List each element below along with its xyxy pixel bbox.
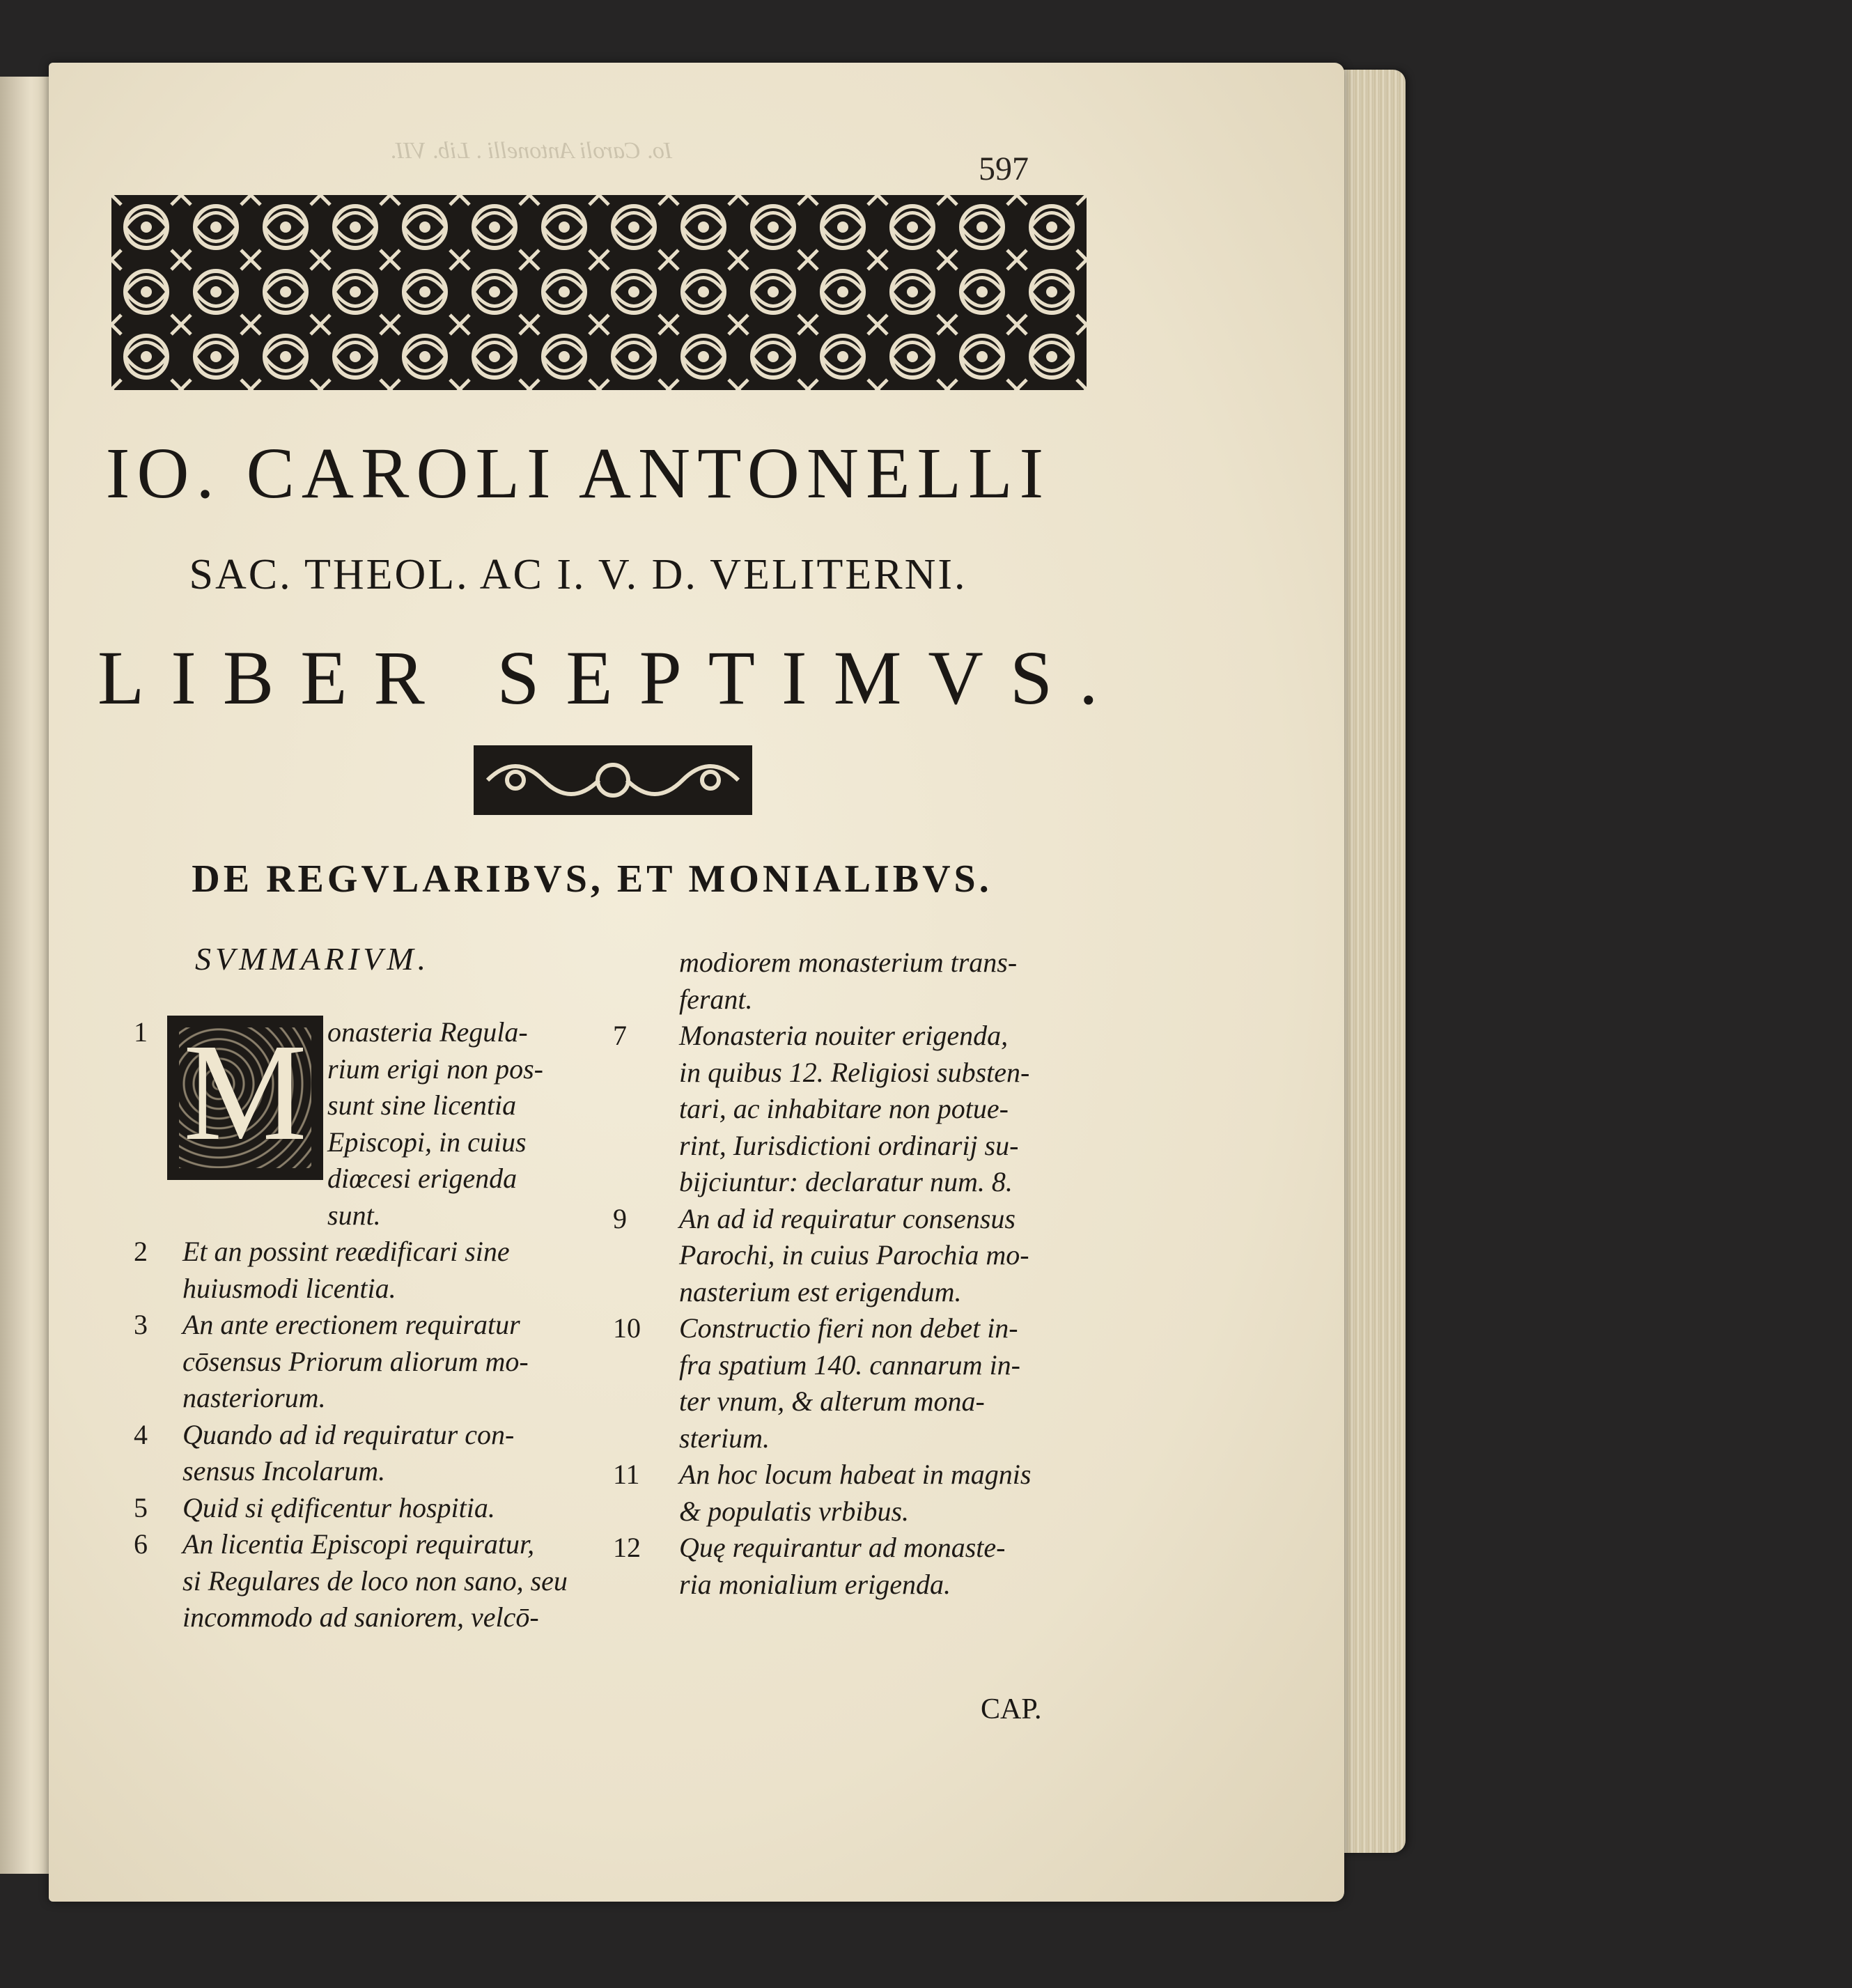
- summary-line: sterium.: [679, 1422, 770, 1454]
- summary-item-number: 6: [134, 1528, 148, 1560]
- summary-item-number: 10: [613, 1312, 641, 1344]
- summary-line: tari, ac inhabitare non potue-: [679, 1093, 1009, 1124]
- summary-item-number: 4: [134, 1418, 148, 1450]
- summary-line: Episcopi, in cuius: [327, 1126, 527, 1158]
- summary-line: Constructio fieri non debet in-: [679, 1312, 1018, 1344]
- summary-line: si Regulares de loco non sano, seu: [182, 1564, 568, 1597]
- summary-line: sensus Incolarum.: [182, 1455, 386, 1486]
- summary-heading: SVMMARIVM.: [195, 941, 430, 977]
- summary-line: sunt sine licentia: [327, 1089, 517, 1121]
- summary-line: nasterium est erigendum.: [679, 1275, 962, 1307]
- summary-line: ferant.: [679, 983, 753, 1015]
- author-name: IO. CAROLI ANTONELLI: [105, 433, 1051, 513]
- summary-line: rium erigi non pos-: [327, 1053, 543, 1085]
- summary-line: & populatis vrbibus.: [679, 1495, 910, 1527]
- catchword: CAP.: [981, 1693, 1042, 1725]
- summary-line: fra spatium 140. cannarum in-: [679, 1349, 1020, 1381]
- summary-line: cōsensus Priorum aliorum mo-: [182, 1345, 529, 1377]
- summary-line: in quibus 12. Religiosi substen-: [679, 1056, 1030, 1088]
- page-number: 597: [979, 150, 1029, 187]
- initial-letter: M: [183, 1016, 307, 1170]
- decorated-initial: [167, 1016, 323, 1180]
- summary-line: Monasteria nouiter erigenda,: [679, 1020, 1009, 1051]
- small-ornament-icon: [474, 745, 752, 815]
- summary-line: An ante erectionem requiratur: [182, 1309, 520, 1340]
- summary-item-number: 7: [613, 1020, 627, 1051]
- summary-line: Et an possint reædificari sine: [182, 1236, 510, 1267]
- headpiece-pattern-icon: [111, 195, 1087, 390]
- summary-line: bijciuntur: declaratur num. 8.: [679, 1166, 1013, 1197]
- summary-item-number: 12: [613, 1532, 641, 1563]
- summary-line: An ad id requiratur consensus: [679, 1202, 1016, 1234]
- summary-line: Parochi, in cuius Parochia mo-: [679, 1239, 1029, 1271]
- summary-line: Quę requirantur ad monaste-: [679, 1532, 1006, 1563]
- summary-item-number: 3: [134, 1309, 148, 1340]
- section-heading: DE REGVLARIBVS, ET MONIALIBVS.: [192, 857, 993, 901]
- summary-line: nasteriorum.: [182, 1382, 326, 1413]
- summary-line: rint, Iurisdictioni ordinarij su-: [679, 1129, 1019, 1161]
- summary-line: sunt.: [327, 1199, 381, 1231]
- author-credentials: SAC. THEOL. AC I. V. D. VELITERNI.: [189, 551, 967, 598]
- summary-item-number: 9: [613, 1202, 627, 1234]
- summary-item-number: 2: [134, 1236, 148, 1267]
- summary-line: modiorem monasterium trans-: [679, 947, 1018, 978]
- summary-item-number: 5: [134, 1491, 148, 1523]
- summary-line: Quando ad id requiratur con-: [182, 1418, 515, 1450]
- headpiece-ornament: [111, 195, 1087, 390]
- summary-line: An hoc locum habeat in magnis: [679, 1459, 1032, 1490]
- summary-line: ter vnum, & alterum mona-: [679, 1385, 985, 1417]
- summary-line: diœcesi erigenda: [327, 1163, 518, 1194]
- summary-line: onasteria Regula-: [327, 1016, 528, 1048]
- show-through-running-head: Io. Caroli Antonelli . Lib. VII.: [390, 138, 673, 164]
- summary-line: incommodo ad saniorem, velcō-: [182, 1601, 539, 1633]
- summary-line: Quid si ędificentur hospitia.: [182, 1491, 495, 1523]
- facing-page-edge: [0, 77, 53, 1874]
- summary-item-number: 11: [613, 1459, 640, 1490]
- summary-line: huiusmodi licentia.: [182, 1272, 396, 1304]
- summary-line: An licentia Episcopi requiratur,: [182, 1528, 535, 1560]
- summary-item-number: 1: [134, 1016, 148, 1048]
- summary-line: ria monialium erigenda.: [679, 1568, 951, 1600]
- book-title: LIBER SEPTIMVS.: [98, 635, 1125, 720]
